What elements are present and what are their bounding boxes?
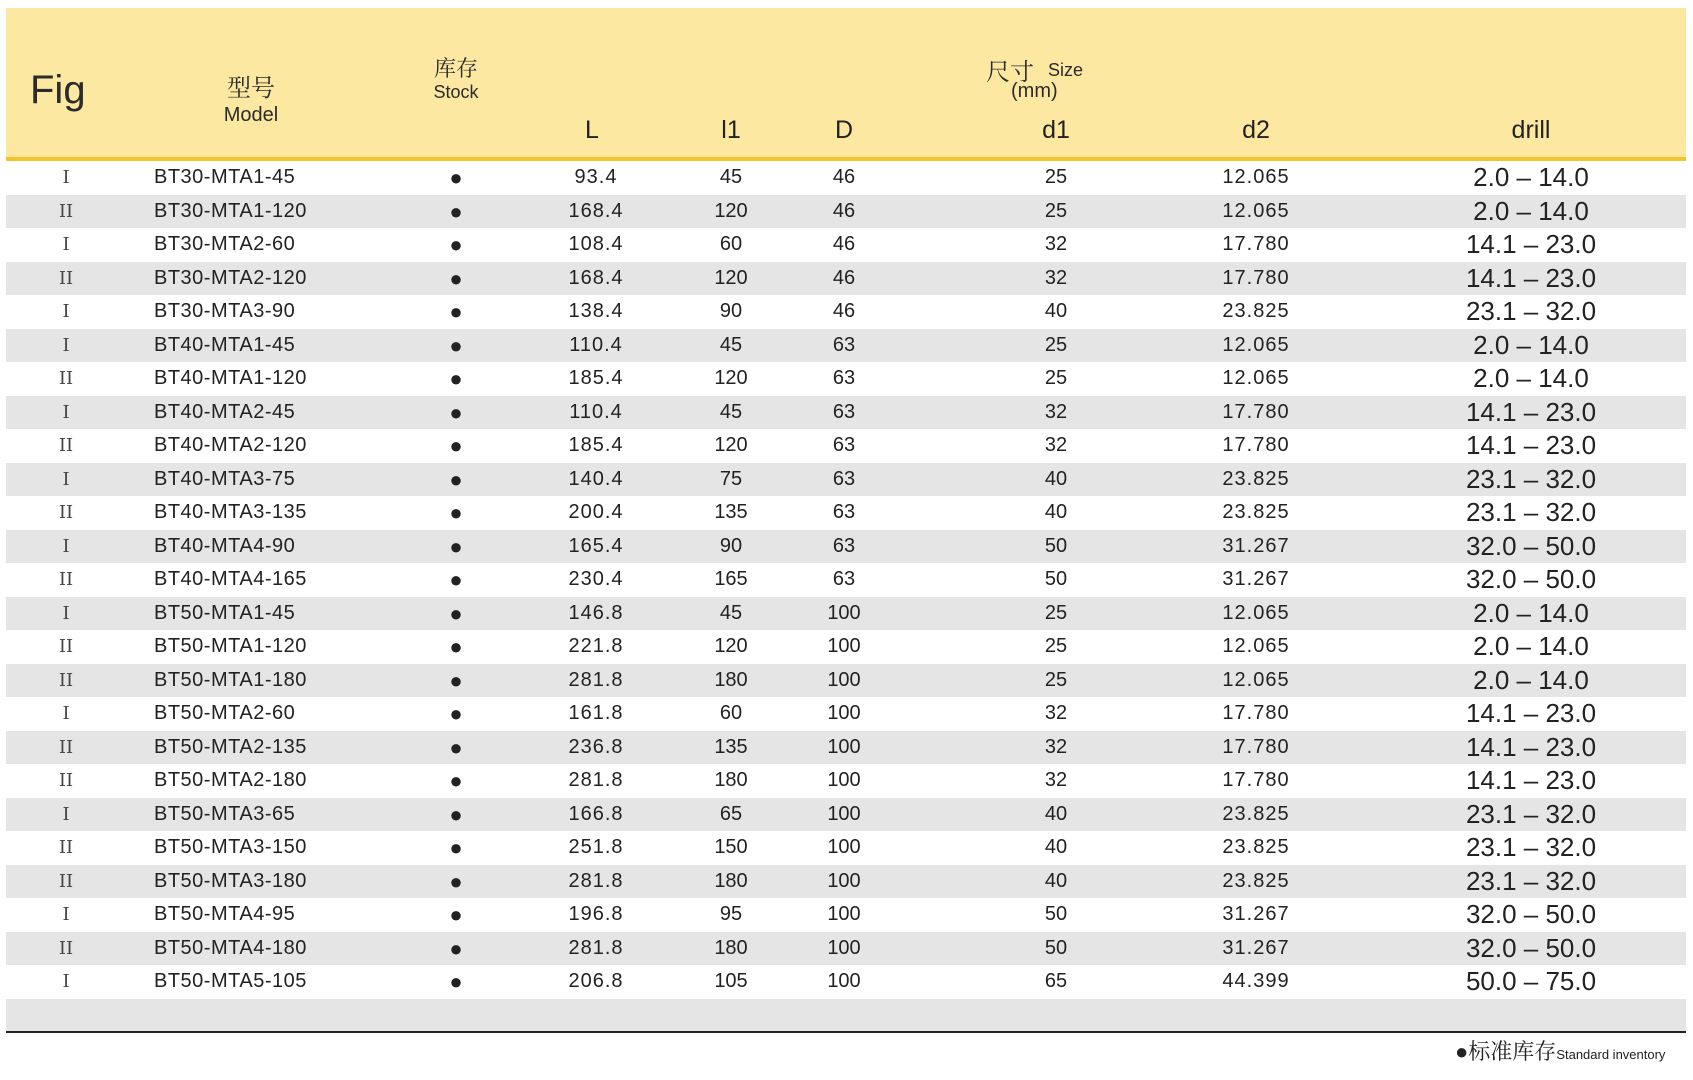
cell-model: BT50-MTA1-180 — [154, 668, 307, 691]
table-row — [6, 396, 1686, 430]
header-model-en: Model — [223, 104, 279, 126]
header-col-L: L — [585, 116, 599, 144]
table-body — [6, 161, 1686, 999]
cell-drill: 2.0 – 14.0 — [1473, 195, 1589, 226]
table-row — [6, 597, 1686, 631]
cell-l: 251.8 — [568, 836, 624, 858]
cell-d2: 17.780 — [1222, 434, 1290, 456]
cell-d: 63 — [832, 367, 856, 389]
cell-fig: I — [62, 401, 70, 423]
cell-drill: 14.1 – 23.0 — [1465, 262, 1597, 293]
cell-stock: ● — [449, 701, 463, 726]
cell-stock: ● — [449, 902, 463, 927]
cell-d2: 12.065 — [1222, 367, 1290, 389]
cell-fig: II — [58, 870, 74, 892]
cell-d1: 25 — [1044, 199, 1068, 222]
cell-d1: 25 — [1044, 166, 1068, 188]
table-row — [6, 798, 1686, 832]
cell-d: 100 — [827, 869, 861, 892]
header-model-cn: 型号 — [227, 75, 275, 102]
cell-l1: 45 — [719, 166, 743, 188]
cell-stock: ● — [449, 332, 463, 358]
cell-l1: 90 — [719, 300, 743, 322]
cell-fig: I — [62, 334, 70, 356]
cell-d: 100 — [827, 903, 861, 925]
cell-d: 63 — [832, 568, 856, 590]
cell-d: 63 — [832, 333, 856, 356]
cell-drill: 2.0 – 14.0 — [1473, 664, 1589, 695]
cell-stock: ● — [449, 265, 463, 291]
cell-d2: 31.267 — [1222, 534, 1290, 557]
cell-d2: 23.825 — [1222, 300, 1290, 322]
cell-model: BT50-MTA3-180 — [154, 869, 307, 892]
cell-d2: 17.780 — [1222, 702, 1290, 724]
cell-d: 46 — [832, 199, 856, 222]
cell-model: BT40-MTA3-135 — [154, 501, 307, 523]
cell-drill: 23.1 – 32.0 — [1465, 497, 1597, 527]
cell-d1: 32 — [1044, 266, 1068, 289]
cell-fig: I — [62, 971, 70, 992]
cell-l: 93.4 — [574, 166, 618, 188]
cell-model: BT50-MTA1-120 — [154, 635, 307, 657]
cell-drill: 14.1 – 23.0 — [1465, 229, 1597, 259]
table-tail-band — [6, 999, 1686, 1031]
cell-fig: II — [58, 937, 74, 959]
cell-d: 46 — [832, 300, 856, 322]
table-row — [6, 530, 1686, 564]
cell-fig: II — [58, 267, 74, 289]
cell-l: 185.4 — [568, 434, 624, 456]
cell-d1: 25 — [1044, 635, 1068, 657]
cell-drill: 14.1 – 23.0 — [1465, 731, 1597, 762]
cell-l1: 95 — [719, 903, 743, 925]
cell-d2: 17.780 — [1222, 233, 1290, 255]
cell-l: 166.8 — [568, 802, 624, 825]
cell-fig: I — [62, 602, 70, 624]
cell-drill: 32.0 – 50.0 — [1465, 899, 1597, 929]
cell-d1: 25 — [1044, 601, 1068, 624]
cell-fig: II — [58, 368, 74, 389]
table-row — [6, 329, 1686, 363]
header-size-en: Size — [1048, 60, 1084, 80]
cell-fig: I — [62, 234, 70, 255]
legend — [1455, 1035, 1665, 1066]
cell-model: BT50-MTA2-135 — [154, 735, 307, 758]
cell-drill: 2.0 – 14.0 — [1473, 329, 1589, 360]
cell-stock: ● — [449, 198, 463, 224]
cell-l: 196.8 — [568, 903, 624, 925]
cell-drill: 32.0 – 50.0 — [1465, 530, 1597, 561]
cell-d: 100 — [827, 735, 861, 758]
cell-l1: 120 — [714, 266, 748, 289]
cell-d2: 17.780 — [1222, 400, 1290, 423]
cell-l: 221.8 — [568, 635, 624, 657]
cell-d: 46 — [832, 166, 856, 188]
cell-d2: 12.065 — [1222, 166, 1290, 188]
cell-drill: 32.0 – 50.0 — [1465, 932, 1597, 963]
cell-l1: 120 — [714, 434, 748, 456]
cell-model: BT40-MTA3-75 — [154, 467, 296, 490]
cell-drill: 14.1 – 23.0 — [1465, 765, 1597, 795]
cell-l1: 60 — [719, 233, 743, 255]
cell-model: BT50-MTA4-180 — [154, 936, 307, 959]
table-bottom-rule — [6, 1031, 1686, 1033]
cell-d2: 31.267 — [1222, 903, 1290, 925]
header-col-drill: drill — [1511, 116, 1551, 144]
cell-l1: 120 — [714, 199, 748, 222]
spec-table — [6, 8, 1686, 1033]
cell-d1: 40 — [1044, 802, 1068, 825]
cell-model: BT30-MTA2-60 — [154, 233, 296, 255]
legend-label-cn: 标准库存 — [1468, 1039, 1557, 1064]
table-row — [6, 295, 1686, 329]
cell-l: 281.8 — [568, 668, 624, 691]
table-row — [6, 195, 1686, 229]
cell-l: 110.4 — [569, 400, 623, 423]
cell-l1: 65 — [719, 802, 743, 825]
table-row — [6, 630, 1686, 664]
cell-model: BT50-MTA1-45 — [154, 601, 296, 624]
cell-l1: 150 — [714, 836, 748, 858]
cell-l: 110.4 — [569, 333, 623, 356]
cell-l1: 105 — [714, 970, 748, 992]
cell-model: BT30-MTA3-90 — [154, 300, 296, 322]
header-col-d2: d2 — [1242, 116, 1270, 144]
cell-d: 100 — [827, 802, 861, 825]
cell-d2: 17.780 — [1222, 735, 1290, 758]
header-col-d1: d1 — [1042, 116, 1070, 144]
cell-d: 100 — [827, 936, 861, 959]
table-row — [6, 697, 1686, 731]
cell-d1: 50 — [1044, 534, 1068, 557]
cell-stock: ● — [449, 734, 463, 760]
cell-l1: 135 — [714, 501, 748, 523]
cell-l: 185.4 — [568, 367, 624, 389]
cell-d1: 32 — [1044, 769, 1068, 791]
cell-l: 200.4 — [568, 501, 624, 523]
cell-stock: ● — [449, 399, 463, 425]
cell-l1: 60 — [719, 702, 743, 724]
cell-d2: 31.267 — [1222, 568, 1290, 590]
cell-d1: 32 — [1044, 434, 1068, 456]
legend-label-en: Standard inventory — [1556, 1047, 1666, 1062]
cell-d2: 17.780 — [1222, 769, 1290, 791]
cell-l1: 120 — [714, 635, 748, 657]
header-size-cn: 尺寸 — [986, 59, 1034, 86]
cell-drill: 23.1 – 32.0 — [1465, 296, 1597, 326]
cell-d2: 23.825 — [1222, 501, 1290, 523]
cell-d: 63 — [832, 534, 856, 557]
cell-stock: ● — [449, 835, 463, 860]
cell-d1: 40 — [1044, 869, 1068, 892]
cell-stock: ● — [449, 600, 463, 626]
cell-model: BT30-MTA1-45 — [154, 166, 296, 188]
cell-d1: 32 — [1044, 233, 1068, 255]
cell-drill: 14.1 – 23.0 — [1465, 430, 1597, 460]
cell-l: 168.4 — [568, 266, 624, 289]
cell-drill: 23.1 – 32.0 — [1465, 832, 1597, 862]
cell-d: 63 — [832, 501, 856, 523]
cell-stock: ● — [449, 366, 463, 391]
cell-fig: I — [62, 301, 70, 322]
cell-d: 100 — [827, 702, 861, 724]
cell-fig: II — [58, 770, 74, 791]
cell-d2: 12.065 — [1222, 668, 1290, 691]
cell-d2: 12.065 — [1222, 333, 1290, 356]
cell-model: BT50-MTA3-65 — [154, 802, 296, 825]
cell-d1: 32 — [1044, 735, 1068, 758]
cell-d: 100 — [827, 668, 861, 691]
cell-drill: 2.0 – 14.0 — [1473, 631, 1589, 661]
table-row — [6, 898, 1686, 932]
cell-l: 281.8 — [568, 936, 624, 959]
cell-l1: 45 — [719, 400, 743, 423]
cell-fig: I — [62, 703, 70, 724]
cell-d1: 65 — [1044, 970, 1068, 992]
cell-fig: II — [58, 569, 74, 590]
cell-d: 100 — [827, 769, 861, 791]
cell-l: 165.4 — [568, 534, 624, 557]
cell-d1: 40 — [1044, 501, 1068, 523]
cell-fig: I — [62, 468, 70, 490]
cell-d1: 25 — [1044, 333, 1068, 356]
cell-l1: 165 — [714, 568, 748, 590]
cell-stock: ● — [449, 667, 463, 693]
cell-d2: 23.825 — [1222, 836, 1290, 858]
cell-d: 46 — [832, 233, 856, 255]
cell-fig: II — [58, 200, 74, 222]
table-row — [6, 965, 1686, 999]
cell-d2: 12.065 — [1222, 601, 1290, 624]
cell-drill: 23.1 – 32.0 — [1465, 463, 1597, 494]
cell-d1: 40 — [1044, 300, 1068, 322]
cell-drill: 23.1 – 32.0 — [1465, 798, 1597, 829]
cell-model: BT40-MTA1-120 — [154, 367, 307, 389]
cell-fig: I — [62, 535, 70, 557]
cell-model: BT40-MTA1-45 — [154, 333, 296, 356]
cell-model: BT50-MTA2-180 — [154, 769, 307, 791]
cell-d1: 40 — [1044, 836, 1068, 858]
cell-fig: II — [58, 502, 74, 523]
cell-stock: ● — [449, 801, 463, 827]
cell-stock: ● — [449, 165, 463, 190]
cell-d1: 50 — [1044, 936, 1068, 959]
cell-l1: 45 — [719, 601, 743, 624]
cell-d1: 32 — [1044, 702, 1068, 724]
cell-l1: 180 — [714, 769, 748, 791]
table-row — [6, 664, 1686, 698]
table-row — [6, 563, 1686, 597]
header-size-unit: (mm) — [1011, 80, 1058, 102]
table-row — [6, 932, 1686, 966]
cell-drill: 50.0 – 75.0 — [1465, 966, 1597, 996]
cell-fig: II — [58, 636, 74, 657]
cell-stock: ● — [449, 433, 463, 458]
cell-d: 63 — [832, 467, 856, 490]
cell-stock: ● — [449, 768, 463, 793]
cell-l: 281.8 — [568, 869, 624, 892]
table-header — [6, 8, 1686, 161]
table-row — [6, 362, 1686, 396]
cell-drill: 14.1 – 23.0 — [1465, 396, 1597, 427]
cell-d1: 25 — [1044, 668, 1068, 691]
cell-model: BT50-MTA3-150 — [154, 836, 307, 858]
cell-drill: 2.0 – 14.0 — [1473, 363, 1589, 393]
cell-fig: II — [58, 669, 74, 691]
cell-l: 140.4 — [568, 467, 624, 490]
cell-l1: 75 — [719, 467, 743, 490]
cell-l: 161.8 — [568, 702, 624, 724]
cell-model: BT50-MTA2-60 — [154, 702, 296, 724]
cell-drill: 2.0 – 14.0 — [1473, 597, 1589, 628]
cell-d2: 23.825 — [1222, 467, 1290, 490]
cell-model: BT30-MTA2-120 — [154, 266, 307, 289]
cell-d: 100 — [827, 836, 861, 858]
cell-model: BT40-MTA4-90 — [154, 534, 296, 557]
cell-drill: 23.1 – 32.0 — [1465, 865, 1597, 896]
table-row — [6, 429, 1686, 463]
table-row — [6, 764, 1686, 798]
cell-d: 63 — [832, 400, 856, 423]
cell-d: 63 — [832, 434, 856, 456]
cell-d2: 23.825 — [1222, 869, 1290, 892]
header-stock-cn: 库存 — [433, 56, 478, 81]
cell-model: BT40-MTA4-165 — [154, 568, 307, 590]
cell-stock: ● — [449, 299, 463, 324]
header-col-D: D — [834, 116, 854, 144]
cell-d: 46 — [832, 266, 856, 289]
cell-l: 206.8 — [568, 970, 624, 992]
cell-l1: 135 — [714, 735, 748, 758]
cell-model: BT30-MTA1-120 — [154, 199, 307, 222]
cell-stock: ● — [449, 500, 463, 525]
cell-d: 100 — [827, 970, 861, 992]
cell-l: 138.4 — [568, 300, 624, 322]
cell-fig: I — [62, 904, 70, 925]
cell-stock: ● — [449, 868, 463, 894]
cell-drill: 32.0 – 50.0 — [1465, 564, 1597, 594]
cell-l: 230.4 — [568, 568, 624, 590]
cell-drill: 14.1 – 23.0 — [1465, 698, 1597, 728]
cell-d2: 17.780 — [1222, 266, 1290, 289]
cell-l1: 180 — [714, 869, 748, 892]
cell-d: 100 — [827, 635, 861, 657]
cell-d1: 32 — [1044, 400, 1068, 423]
cell-d1: 50 — [1044, 568, 1068, 590]
table-row — [6, 731, 1686, 765]
cell-fig: II — [58, 435, 74, 456]
cell-stock: ● — [449, 634, 463, 659]
cell-l1: 45 — [719, 333, 743, 356]
header-fig: Fig — [30, 68, 86, 112]
cell-l: 168.4 — [568, 199, 624, 222]
cell-drill: 2.0 – 14.0 — [1473, 162, 1589, 192]
cell-model: BT50-MTA5-105 — [154, 970, 307, 992]
table-row — [6, 865, 1686, 899]
cell-d1: 50 — [1044, 903, 1068, 925]
cell-fig: I — [62, 167, 70, 188]
cell-d1: 25 — [1044, 367, 1068, 389]
header-stock-en: Stock — [433, 82, 479, 102]
legend-dot-icon: ● — [1455, 1039, 1469, 1064]
table-row — [6, 228, 1686, 262]
cell-stock: ● — [449, 466, 463, 492]
cell-stock: ● — [449, 533, 463, 559]
cell-l1: 180 — [714, 936, 748, 959]
cell-model: BT40-MTA2-45 — [154, 400, 296, 423]
table-row — [6, 463, 1686, 497]
cell-model: BT40-MTA2-120 — [154, 434, 307, 456]
cell-d: 100 — [827, 601, 861, 624]
cell-d2: 12.065 — [1222, 635, 1290, 657]
cell-d1: 40 — [1044, 467, 1068, 490]
cell-l: 236.8 — [568, 735, 624, 758]
cell-l: 146.8 — [568, 601, 624, 624]
cell-d2: 23.825 — [1222, 802, 1290, 825]
cell-d2: 44.399 — [1222, 970, 1290, 992]
cell-l1: 90 — [719, 534, 743, 557]
cell-l: 108.4 — [568, 233, 624, 255]
cell-d2: 12.065 — [1222, 199, 1290, 222]
table-row — [6, 831, 1686, 865]
header-col-l1: l1 — [721, 116, 741, 144]
table-row — [6, 496, 1686, 530]
cell-stock: ● — [449, 935, 463, 961]
cell-d2: 31.267 — [1222, 936, 1290, 959]
cell-model: BT50-MTA4-95 — [154, 903, 296, 925]
cell-stock: ● — [449, 969, 463, 994]
table-row — [6, 161, 1686, 195]
cell-l1: 120 — [714, 367, 748, 389]
cell-fig: II — [58, 736, 74, 758]
cell-fig: I — [62, 803, 70, 825]
cell-l1: 180 — [714, 668, 748, 691]
cell-fig: II — [58, 837, 74, 858]
cell-stock: ● — [449, 232, 463, 257]
cell-stock: ● — [449, 567, 463, 592]
table-row — [6, 262, 1686, 296]
cell-l: 281.8 — [568, 769, 624, 791]
